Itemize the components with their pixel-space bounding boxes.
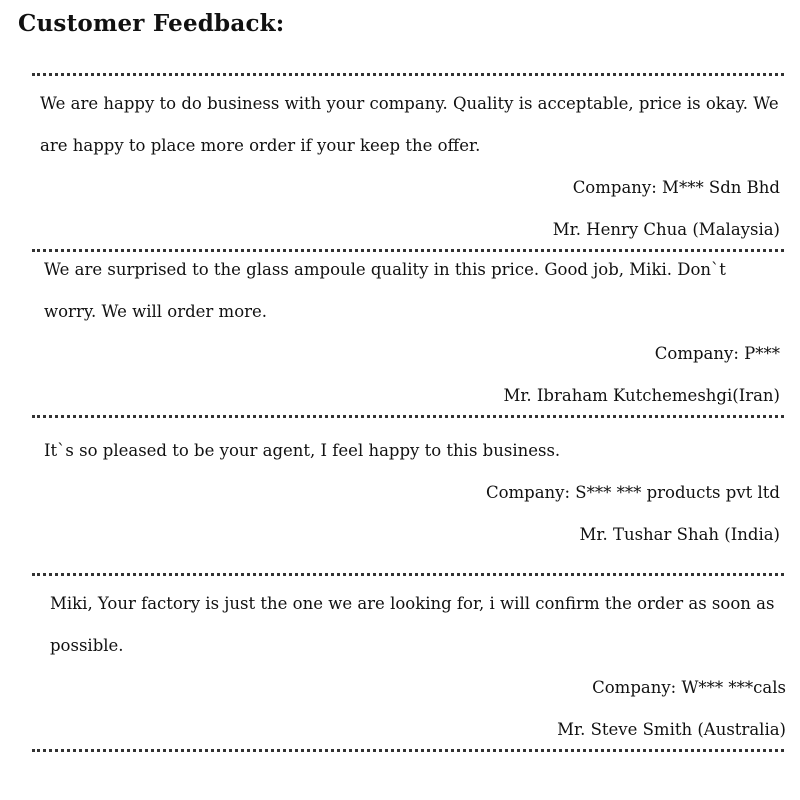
feedback-person: Mr. Tushar Shah (India): [579, 525, 780, 544]
feedback-person: Mr. Henry Chua (Malaysia): [552, 220, 780, 239]
feedback-company: Company: W*** ***cals: [592, 678, 786, 697]
feedback-person: Mr. Steve Smith (Australia): [557, 720, 786, 739]
divider: [32, 573, 784, 576]
feedback-quote: We are happy to do business with your company. Quality is acceptable, price is okay. We are happy to place more order if your keep the offer.: [40, 94, 779, 155]
feedback-company: Company: S*** *** products pvt ltd: [485, 483, 780, 502]
feedback-company: Company: M*** Sdn Bhd: [572, 178, 780, 197]
divider: [32, 415, 784, 418]
divider: [32, 749, 784, 752]
page-title: Customer Feedback:: [18, 10, 285, 37]
feedback-person: Mr. Ibraham Kutchemeshgi(Iran): [503, 386, 780, 405]
feedback-entry: [40, 83, 780, 251]
feedback-quote: It`s so pleased to be your agent, I feel happy to this business.: [44, 441, 561, 460]
feedback-entry: [44, 430, 780, 556]
feedback-entry: [44, 249, 780, 417]
feedback-quote: We are surprised to the glass ampoule quality in this price. Good job, Miki. Don`t worry. We will order more.: [44, 260, 726, 321]
divider: [32, 73, 784, 76]
feedback-entry: [50, 583, 786, 751]
feedback-company: Company: P***: [654, 344, 780, 363]
feedback-quote: Miki, Your factory is just the one we are looking for, i will confirm the order as soon as possible.: [50, 594, 775, 655]
